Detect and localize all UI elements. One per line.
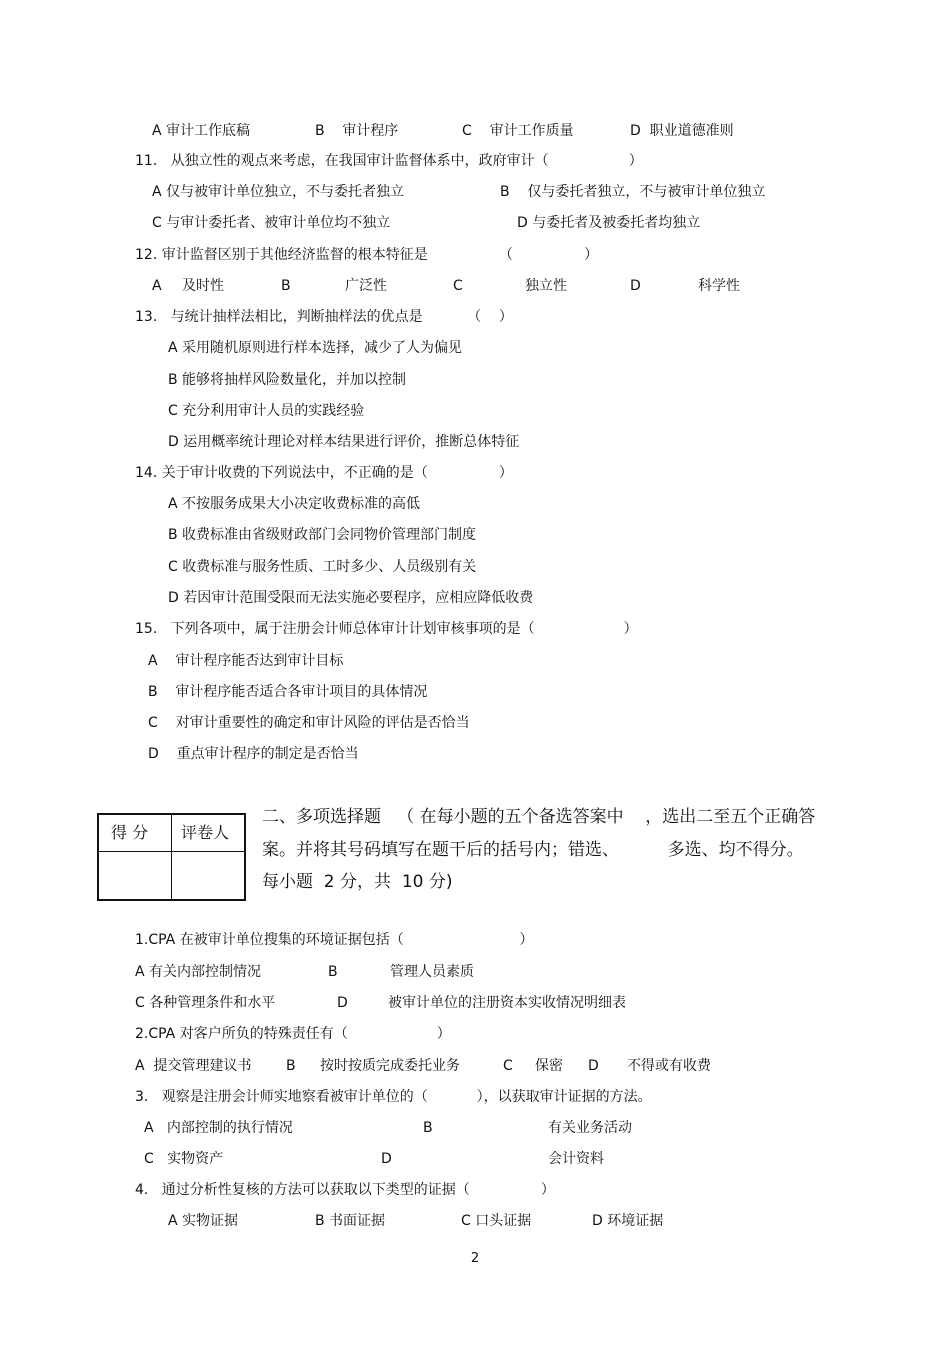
q10-option-b: B 审计程序 [315, 123, 399, 139]
q14-option-c: C 收费标准与服务性质、工时多少、人员级别有关 [168, 559, 477, 575]
q12-option-d-letter: D [630, 278, 641, 294]
m4-stem: 4. 通过分析性复核的方法可以获取以下类型的证据（ ） [135, 1182, 555, 1198]
q15-option-b: B 审计程序能否适合各审计项目的具体情况 [148, 684, 428, 700]
m1-option-a: A 有关内部控制情况 [135, 964, 262, 980]
q12-stem: 12. 审计监督区别于其他经济监督的根本特征是 （ ） [135, 247, 599, 263]
m1-option-c: C 各种管理条件和水平 [135, 995, 276, 1011]
q12-option-c-text: 独立性 [525, 278, 567, 294]
score-header: 得 分 [111, 823, 149, 842]
m2-option-c-letter: C [503, 1058, 513, 1074]
q11-stem: 11. 从独立性的观点来考虑，在我国审计监督体系中，政府审计（ ） [135, 153, 643, 169]
q12-option-a-text: 及时性 [182, 278, 224, 294]
m3-stem: 3. 观察是注册会计师实地察看被审计单位的（ ），以获取审计证据的方法。 [135, 1089, 652, 1105]
score-table-row-divider [99, 851, 244, 852]
m1-option-d-letter: D [337, 995, 348, 1011]
section2-heading-line1: 二、多项选择题 （ 在每小题的五个备选答案中 ，选出二至五个正确答 [262, 807, 816, 827]
m3-option-c: C 实物资产 [144, 1151, 224, 1167]
q14-option-b: B 收费标准由省级财政部门会同物价管理部门制度 [168, 527, 477, 543]
m2-option-d-letter: D [588, 1058, 599, 1074]
page-number: 2 [470, 1251, 480, 1266]
q14-stem: 14. 关于审计收费的下列说法中，不正确的是（ ） [135, 465, 513, 481]
q11-option-a: A 仅与被审计单位独立，不与委托者独立 [152, 184, 405, 200]
section2-heading-line3: 每小题 2 分，共 10 分) [262, 872, 453, 892]
q10-option-d: D 职业道德准则 [630, 123, 734, 139]
q11-option-c: C 与审计委托者、被审计单位均不独立 [152, 215, 391, 231]
q14-option-d: D 若因审计范围受限而无法实施必要程序，应相应降低收费 [168, 590, 534, 606]
q11-option-d: D 与委托者及被委托者均独立 [517, 215, 701, 231]
q13-option-d: D 运用概率统计理论对样本结果进行评价，推断总体特征 [168, 434, 520, 450]
grader-header: 评卷人 [181, 823, 230, 842]
q15-option-a: A 审计程序能否达到审计目标 [148, 653, 344, 669]
m4-option-d: D 环境证据 [592, 1213, 664, 1229]
m3-option-b-letter: B [423, 1120, 433, 1136]
q12-option-b-text: 广泛性 [345, 278, 387, 294]
m2-option-b-letter: B [286, 1058, 296, 1074]
m3-option-a: A 内部控制的执行情况 [144, 1120, 293, 1136]
m3-option-d-letter: D [381, 1151, 392, 1167]
m4-option-a: A 实物证据 [168, 1213, 239, 1229]
q11-option-b: B 仅与委托者独立，不与被审计单位独立 [500, 184, 766, 200]
m4-option-c: C 口头证据 [461, 1213, 532, 1229]
q12-option-b-letter: B [281, 278, 291, 294]
m1-stem: 1.CPA 在被审计单位搜集的环境证据包括（ ） [135, 932, 534, 948]
m2-option-b-text: 按时按质完成委托业务 [320, 1058, 460, 1074]
q13-option-a: A 采用随机原则进行样本选择，减少了人为偏见 [168, 340, 463, 356]
q14-option-a: A 不按服务成果大小决定收费标准的高低 [168, 496, 421, 512]
q12-option-d-text: 科学性 [698, 278, 740, 294]
m1-option-b-text: 管理人员素质 [390, 964, 474, 980]
q13-option-b: B 能够将抽样风险数量化，并加以控制 [168, 372, 407, 388]
q15-stem: 15. 下列各项中，属于注册会计师总体审计计划审核事项的是（ ） [135, 621, 638, 637]
m2-option-a: A 提交管理建议书 [135, 1058, 252, 1074]
m1-option-d-text: 被审计单位的注册资本实收情况明细表 [388, 995, 626, 1011]
score-table-divider [171, 815, 172, 899]
q15-option-c: C 对审计重要性的确定和审计风险的评估是否恰当 [148, 715, 470, 731]
m3-option-b-text: 有关业务活动 [548, 1120, 632, 1136]
m2-option-c-text: 保密 [535, 1058, 563, 1074]
q13-stem: 13. 与统计抽样法相比，判断抽样法的优点是 （ ） [135, 309, 513, 325]
q13-option-c: C 充分利用审计人员的实践经验 [168, 403, 365, 419]
section2-heading-line2: 案。并将其号码填写在题干后的括号内；错选、 多选、均不得分。 [262, 840, 804, 860]
m2-option-d-text: 不得或有收费 [627, 1058, 711, 1074]
m1-option-b-letter: B [328, 964, 338, 980]
q10-option-a: A 审计工作底稿 [152, 123, 251, 139]
q12-option-c-letter: C [453, 278, 463, 294]
q15-option-d: D 重点审计程序的制定是否恰当 [148, 746, 359, 762]
q10-option-c: C 审计工作质量 [462, 123, 574, 139]
m2-stem: 2.CPA 对客户所负的特殊责任有（ ） [135, 1026, 451, 1042]
score-table [97, 813, 246, 901]
q12-option-a-letter: A [152, 278, 162, 294]
m3-option-d-text: 会计资料 [548, 1151, 604, 1167]
m4-option-b: B 书面证据 [315, 1213, 386, 1229]
